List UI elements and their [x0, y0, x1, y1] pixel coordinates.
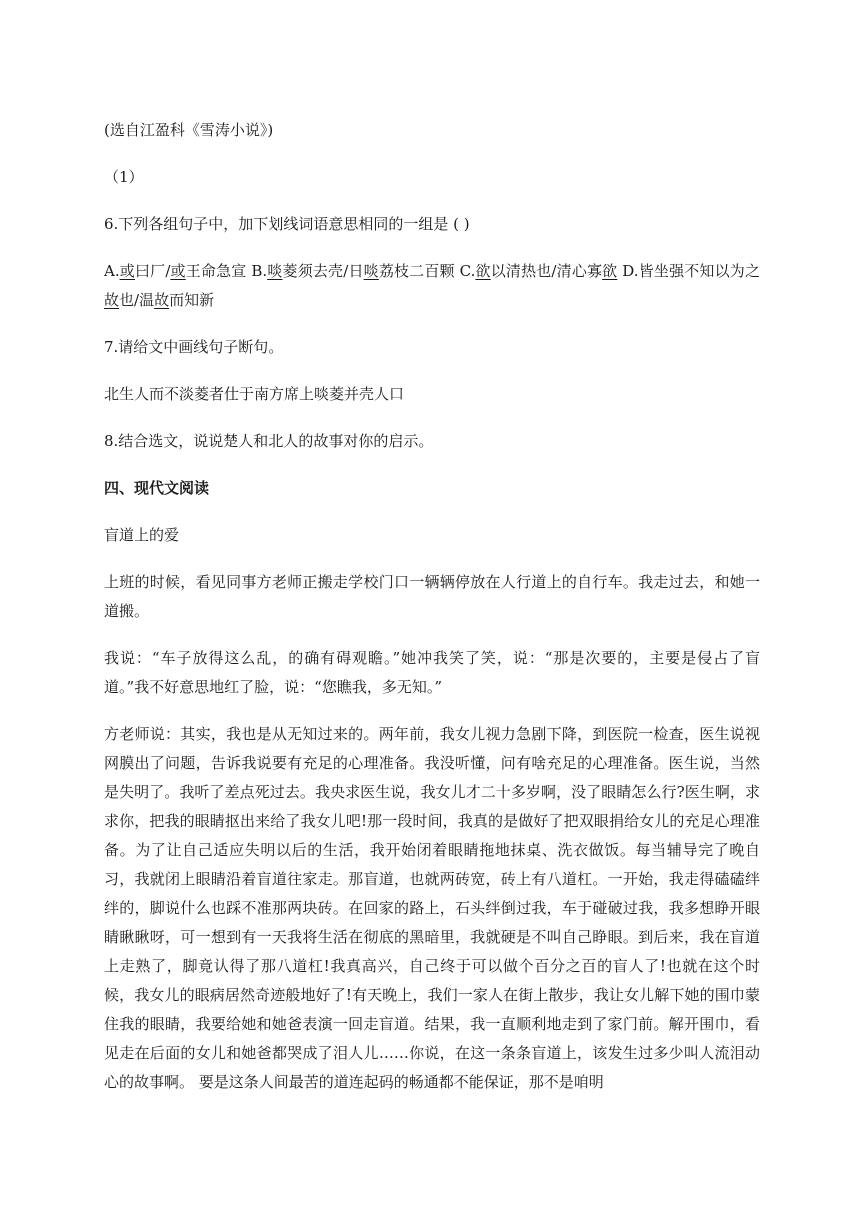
section-heading: 四、现代文阅读: [104, 479, 210, 497]
underlined-word: 啖: [267, 262, 283, 280]
option-prefix: A.: [104, 262, 120, 280]
question-7-stem: 7.请给文中画线句子断句。: [104, 338, 284, 356]
article-paragraph-3: 方老师说：其实，我也是从无知过来的。两年前，我女儿视力急剧下降，到医院一检查，医生说视网膜出了问题，告诉我说要有充足的心理准备。我没听懂，问有啥充足的心理准备。医生说，当然是失明了。我听了差点死过去。我央求医生说，我女儿才二十多岁啊，没了眼睛怎么行?医生啊，求求你，把我的眼睛抠出来给了我女儿吧!那一段时间，我真的是做好了把双眼捐给女儿的充足心理准备。为了让自己适应失明以后的生活，我开始闭着眼睛拖地抹桌、洗衣做饭。每当辅导完了晚自习，我就闭上眼睛沿着盲道往家走。那盲道，也就两砖宽，砖上有八道杠。一开始，我走得磕磕绊绊的，脚说什么也踩不准那两块砖。在回家的路上，石头绊倒过我，车于碰破过我，我多想睁开眼睛瞅瞅呀，可一想到有一天我将生活在彻底的黑暗里，我就硬是不叫自己睁眼。到后来，我在盲道上走熟了，脚竟认得了那八道杠!我真高兴，自己终于可以做个百分之百的盲人了!也就在这个时候，我女儿的眼病居然奇迹般地好了!有天晚上，我们一家人在街上散步，我让女儿解下她的围巾蒙住我的眼睛，我要给她和她爸表演一回走盲道。结果，我一直顺利地走到了家门前。解开围巾，看见走在后面的女儿和她爸都哭成了泪人儿……你说，在这一条条盲道上，该发生过多少叫人流泪动心的故事啊。 要是这条人间最苦的道连起码的畅通都不能保证，那不是咱明: [104, 725, 760, 1091]
underlined-word: 欲: [475, 262, 491, 280]
option-text: D.皆坐强不知以为之: [617, 262, 760, 280]
article-title: 盲道上的爱: [104, 526, 180, 544]
document-page: [104, 116, 760, 1115]
underlined-word: 欲: [602, 262, 618, 280]
underlined-word: 或: [170, 262, 186, 280]
option-text: 曰厂/: [134, 262, 171, 280]
option-text: 也/温: [119, 291, 155, 309]
option-text: 荔枝二百颗 C.: [378, 262, 476, 280]
underlined-word: 啖: [363, 262, 379, 280]
source-citation: (选自江盈科《雪涛小说》): [104, 121, 274, 139]
option-text: 菱须去壳/日: [282, 262, 364, 280]
question-7-sentence: 北生人而不淡菱者仕于南方席上啖菱并壳人口: [104, 385, 405, 403]
option-text: 王命急宣 B.: [185, 262, 268, 280]
question-8-stem: 8.结合选文，说说楚人和北人的故事对你的启示。: [104, 432, 434, 450]
underlined-word: 故: [154, 291, 170, 309]
sub-question-label: （1）: [104, 168, 144, 186]
option-text: 以清热也/清心寡: [490, 262, 603, 280]
article-paragraph-2: 我说：“车子放得这么乱，的确有碍观瞻。”她冲我笑了笑，说：“那是次要的，主要是侵占了盲道。”我不好意思地红了脸，说：“您瞧我，多无知。”: [104, 649, 760, 696]
option-text: 而知新: [169, 291, 215, 309]
underlined-word: 故: [104, 291, 120, 309]
question-6-options: [104, 257, 760, 315]
question-6-stem: 6.下列各组句子中，加下划线词语意思相同的一组是 ( ): [104, 215, 470, 233]
article-paragraph-1: 上班的时候，看见同事方老师正搬走学校门口一辆辆停放在人行道上的自行车。我走过去，和她一道搬。: [104, 573, 760, 620]
underlined-word: 或: [119, 262, 135, 280]
